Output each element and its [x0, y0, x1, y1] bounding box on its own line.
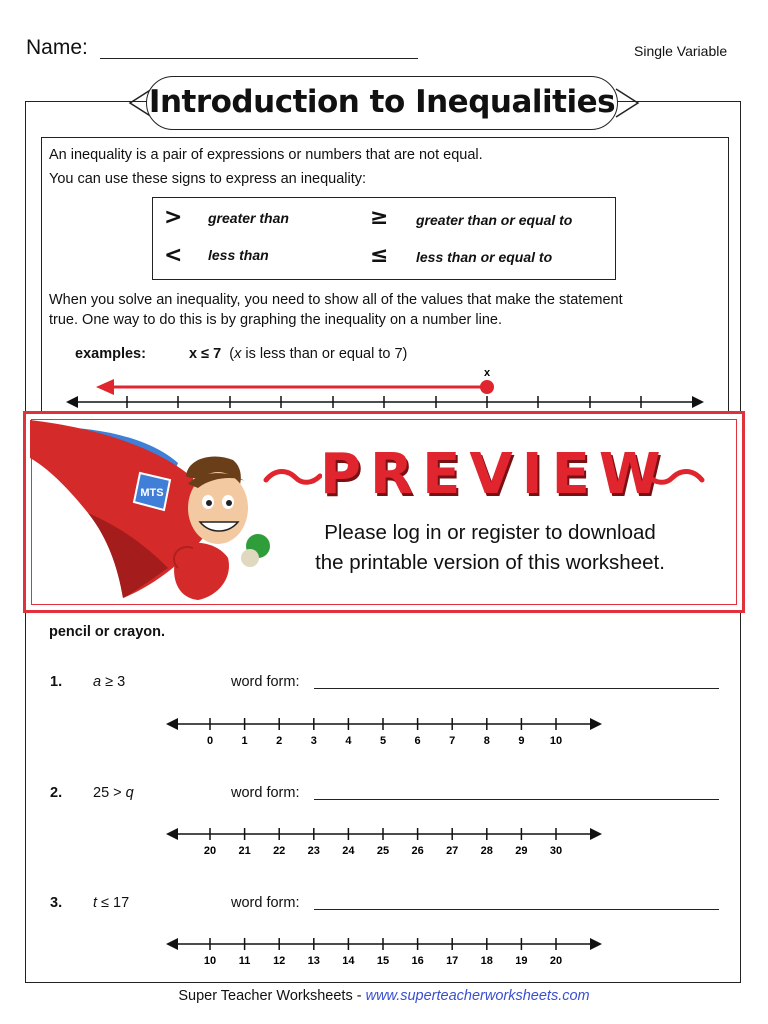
question-3-relation: ≤ 17	[97, 895, 130, 911]
axis-left-arrow	[66, 396, 78, 408]
number-line-tick-label: 6	[414, 735, 421, 747]
question-2-expression	[93, 785, 134, 801]
number-line-tick-label: 16	[411, 955, 424, 967]
number-line-tick-label: 19	[515, 955, 528, 967]
number-line-tick-label: 28	[480, 845, 493, 857]
question-3-word-form-label: word form:	[231, 895, 300, 911]
number-line-tick-label: 1	[241, 735, 248, 747]
greater-than-label: greater than	[208, 210, 289, 226]
intro-line-1: An inequality is a pair of expressions or numbers that are not equal.	[49, 147, 483, 163]
question-3-variable: t	[93, 895, 98, 911]
preview-message-line-1: Please log in or register to download	[324, 521, 656, 544]
title-banner	[128, 76, 638, 130]
number-line-tick-label: 29	[515, 845, 528, 857]
less-than-symbol: <	[164, 243, 183, 268]
superhero-mascot-icon	[28, 418, 278, 606]
axis-left-arrow	[166, 828, 178, 840]
number-line-tick-label: 17	[446, 955, 459, 967]
examples-label: examples:	[75, 346, 146, 362]
example-ray-arrowhead	[96, 379, 114, 395]
number-line-tick-label: 14	[342, 955, 355, 967]
example-expression: x ≤ 7	[189, 346, 222, 362]
greater-equal-symbol: ≥	[370, 205, 389, 230]
number-line-tick-label: 3	[310, 735, 317, 747]
number-line-tick-label: 2	[276, 735, 283, 747]
name-label: Name:	[26, 36, 88, 59]
number-line-tick-label: 25	[376, 845, 390, 857]
preview-message	[250, 518, 730, 578]
preview-heading: PREVIEW	[320, 442, 670, 507]
question-2-word-form-label: word form:	[231, 785, 300, 801]
greater-equal-label: greater than or equal to	[416, 212, 573, 228]
footer	[0, 988, 768, 1004]
question-2-variable: q	[125, 785, 134, 801]
example-point-label: x	[483, 367, 491, 379]
number-line-tick-label: 30	[549, 845, 563, 857]
number-line-tick-label: 21	[238, 845, 251, 857]
number-line-tick-label: 5	[379, 735, 387, 747]
less-than-label: less than	[208, 247, 269, 263]
left-swirl-icon	[262, 462, 322, 492]
example-closed-point	[480, 380, 494, 394]
number-line-tick-label: 22	[273, 845, 286, 857]
less-equal-label: less than or equal to	[416, 249, 553, 265]
question-2-answer-line[interactable]	[314, 799, 719, 800]
question-1-relation: ≥ 3	[101, 674, 126, 690]
example-note-rest: is less than or equal to 7)	[241, 346, 408, 362]
less-equal-symbol: ≤	[370, 243, 389, 268]
number-line-tick-label: 26	[411, 845, 424, 857]
axis-right-arrow	[590, 828, 602, 840]
paragraph-line-2: true. One way to do this is by graphing the inequality on a number line.	[49, 312, 502, 328]
axis-left-arrow	[166, 938, 178, 950]
right-arrow-icon	[614, 88, 644, 118]
intro-line-2: You can use these signs to express an inequality:	[49, 171, 367, 187]
number-line-tick-label: 23	[307, 845, 320, 857]
number-line-tick-label: 12	[273, 955, 286, 967]
number-line-tick-label: 13	[307, 955, 320, 967]
question-1-number: 1.	[50, 674, 63, 690]
example-number-line	[60, 362, 710, 412]
question-1-variable: a	[93, 674, 102, 690]
question-1-number-line[interactable]	[160, 712, 610, 752]
number-line-tick-label: 20	[203, 845, 217, 857]
question-2-number-line[interactable]	[160, 822, 610, 862]
question-1-word-form-label: word form:	[231, 674, 300, 690]
page-title: Introduction to Inequalities	[148, 84, 616, 120]
question-2-lead: 25 >	[93, 785, 126, 801]
number-line-tick-label: 20	[549, 955, 563, 967]
mascot-badge-text: MTS	[140, 487, 164, 499]
number-line-tick-label: 4	[345, 735, 352, 747]
question-1-answer-line[interactable]	[314, 688, 719, 689]
number-line-tick-label: 27	[446, 845, 459, 857]
number-line-tick-label: 15	[376, 955, 390, 967]
number-line-tick-label: 9	[518, 735, 525, 747]
name-answer-line[interactable]	[100, 58, 418, 59]
footer-link[interactable]: www.superteacherworksheets.com	[365, 988, 590, 1004]
number-line-tick-label: 24	[342, 845, 355, 857]
number-line-tick-label: 10	[203, 955, 217, 967]
axis-right-arrow	[692, 396, 704, 408]
question-3-number: 3.	[50, 895, 63, 911]
number-line-tick-label: 10	[549, 735, 563, 747]
number-line-tick-label: 8	[483, 735, 490, 747]
number-line-tick-label: 7	[449, 735, 456, 747]
axis-right-arrow	[590, 938, 602, 950]
example-note-var: x	[234, 346, 242, 362]
number-line-tick-label: 0	[206, 735, 214, 747]
greater-than-symbol: >	[164, 205, 183, 230]
preview-message-line-2: the printable version of this worksheet.	[315, 551, 665, 574]
question-3-expression	[93, 895, 129, 911]
number-line-tick-label: 11	[238, 955, 251, 967]
example-statement	[189, 345, 407, 363]
question-3-number-line[interactable]	[160, 932, 610, 972]
question-2-number: 2.	[50, 785, 63, 801]
example-note-open: (	[229, 346, 235, 362]
footer-text: Super Teacher Worksheets -	[178, 988, 366, 1004]
subject-label: Single Variable	[634, 43, 728, 59]
instructions-line-2: pencil or crayon.	[49, 624, 166, 640]
question-1-expression	[93, 674, 125, 690]
axis-right-arrow	[590, 718, 602, 730]
axis-left-arrow	[166, 718, 178, 730]
right-swirl-icon	[646, 462, 706, 492]
number-line-tick-label: 18	[480, 955, 493, 967]
paragraph-line-1: When you solve an inequality, you need to show all of the values that make the statement	[49, 292, 623, 308]
question-3-answer-line[interactable]	[314, 909, 719, 910]
